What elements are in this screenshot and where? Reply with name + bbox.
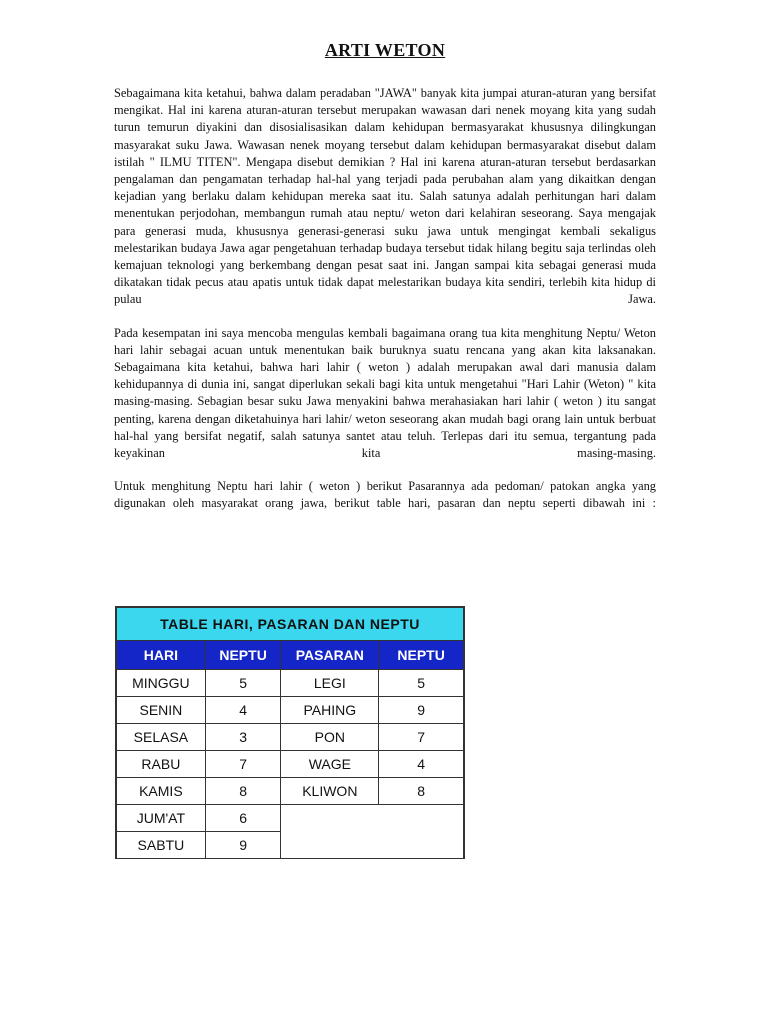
cell-pasaran: LEGI <box>281 670 379 697</box>
cell-neptu: 7 <box>379 724 464 751</box>
cell-neptu: 9 <box>379 697 464 724</box>
cell-hari: SABTU <box>117 832 206 859</box>
paragraph-intro: Sebagaimana kita ketahui, bahwa dalam peradaban "JAWA" banyak kita jumpai aturan-aturan yang bersifat mengikat. Hal ini karena aturan-aturan tersebut merupakan wawasan dari nenek moyang kita yang sudah turun temurun diyakini dan disosialisasikan dalam kehidupan bermasyarakat khususnya dilingkungan masyarakat suku Jawa. Wawasan nenek moyang tersebut dalam kehidupan bermasyarakat disebut dalam istilah " ILMU TITEN". Mengapa disebut demikian ? Hal ini karena aturan-aturan tersebut berdasarkan pengalaman dan pengamatan terhadap hal-hal yang terjadi pada perubahan alam yang dikaitkan dengan kejadian yang berlaku dalam kehidupan mereka saat itu. Salah satunya adalah perhitungan hari dalam menentukan perjodohan, membangun rumah atau neptu/ weton dari kelahiran seseorang. Saya mengajak para generasi muda, khususnya generasi-generasi suku jawa untuk mengingat kembali sekaligus melestarikan budaya Jawa agar pengetahuan terhadap budaya tersebut tidak hilang begitu saja terlindas oleh kemajuan teknologi yang berkembang dengan pesat saat ini. Jangan sampai kita sebagai generasi muda dikatakan tidak pecus atau apatis untuk tidak dapat melestarikan budaya kita sendiri, terlebih kita hidup di pulau Jawa. <box>114 86 656 307</box>
cell-neptu: 8 <box>379 778 464 805</box>
cell-hari: SENIN <box>117 697 206 724</box>
table-row <box>117 724 464 751</box>
cell-pasaran: PON <box>281 724 379 751</box>
table-title: TABLE HARI, PASARAN DAN NEPTU <box>117 608 464 641</box>
cell-neptu: 7 <box>205 751 281 778</box>
paragraph-neptu: Pada kesempatan ini saya mencoba mengulas kembali bagaimana orang tua kita menghitung Neptu/ Weton hari lahir sebagai acuan untuk menentukan baik buruknya suatu rencana yang akan kita laksanakan. Sebagaimana kita ketahui, bahwa hari lahir ( weton ) adalah merupakan awal dari manusia dalam kehidupannya di dunia ini, sangat diperlukan sekali bagi kita untuk mengetahui "Hari Lahir (Weton) " kita masing-masing. Sebagian besar suku Jawa menyakini bahwa merahasiakan hari lahir ( weton ) itu sangat penting, karena dengan diketahuinya hari lahir/ weton seseorang akan mudah bagi orang lain untuk berbuat hal-hal yang bersifat negatif, salah satunya santet atau teluh. Terlepas dari itu semua, tergantung pada keyakinan kita masing-masing. <box>114 325 656 461</box>
header-neptu-hari: NEPTU <box>205 641 281 670</box>
cell-hari: JUM'AT <box>117 805 206 832</box>
empty-cell <box>281 805 464 859</box>
header-neptu-pasaran: NEPTU <box>379 641 464 670</box>
cell-neptu: 8 <box>205 778 281 805</box>
cell-pasaran: KLIWON <box>281 778 379 805</box>
neptu-table <box>116 607 464 859</box>
table-row <box>117 751 464 778</box>
cell-neptu: 4 <box>205 697 281 724</box>
cell-neptu: 6 <box>205 805 281 832</box>
header-pasaran: PASARAN <box>281 641 379 670</box>
table-row <box>117 778 464 805</box>
cell-neptu: 3 <box>205 724 281 751</box>
table-row <box>117 670 464 697</box>
document-title: ARTI WETON <box>324 40 446 60</box>
cell-hari: MINGGU <box>117 670 206 697</box>
document-page <box>114 40 656 529</box>
cell-neptu: 9 <box>205 832 281 859</box>
table-row <box>117 805 464 832</box>
cell-neptu: 4 <box>379 751 464 778</box>
table-row <box>117 697 464 724</box>
cell-hari: RABU <box>117 751 206 778</box>
paragraph-table-intro: Untuk menghitung Neptu hari lahir ( weton ) berikut Pasarannya ada pedoman/ patokan angka yang digunakan oleh masyarakat orang jawa, berikut table hari, pasaran dan neptu seperti dibawah ini : <box>114 479 656 511</box>
cell-pasaran: PAHING <box>281 697 379 724</box>
neptu-table-container <box>115 606 465 859</box>
cell-neptu: 5 <box>205 670 281 697</box>
cell-hari: KAMIS <box>117 778 206 805</box>
cell-neptu: 5 <box>379 670 464 697</box>
cell-hari: SELASA <box>117 724 206 751</box>
header-hari: HARI <box>117 641 206 670</box>
cell-pasaran: WAGE <box>281 751 379 778</box>
